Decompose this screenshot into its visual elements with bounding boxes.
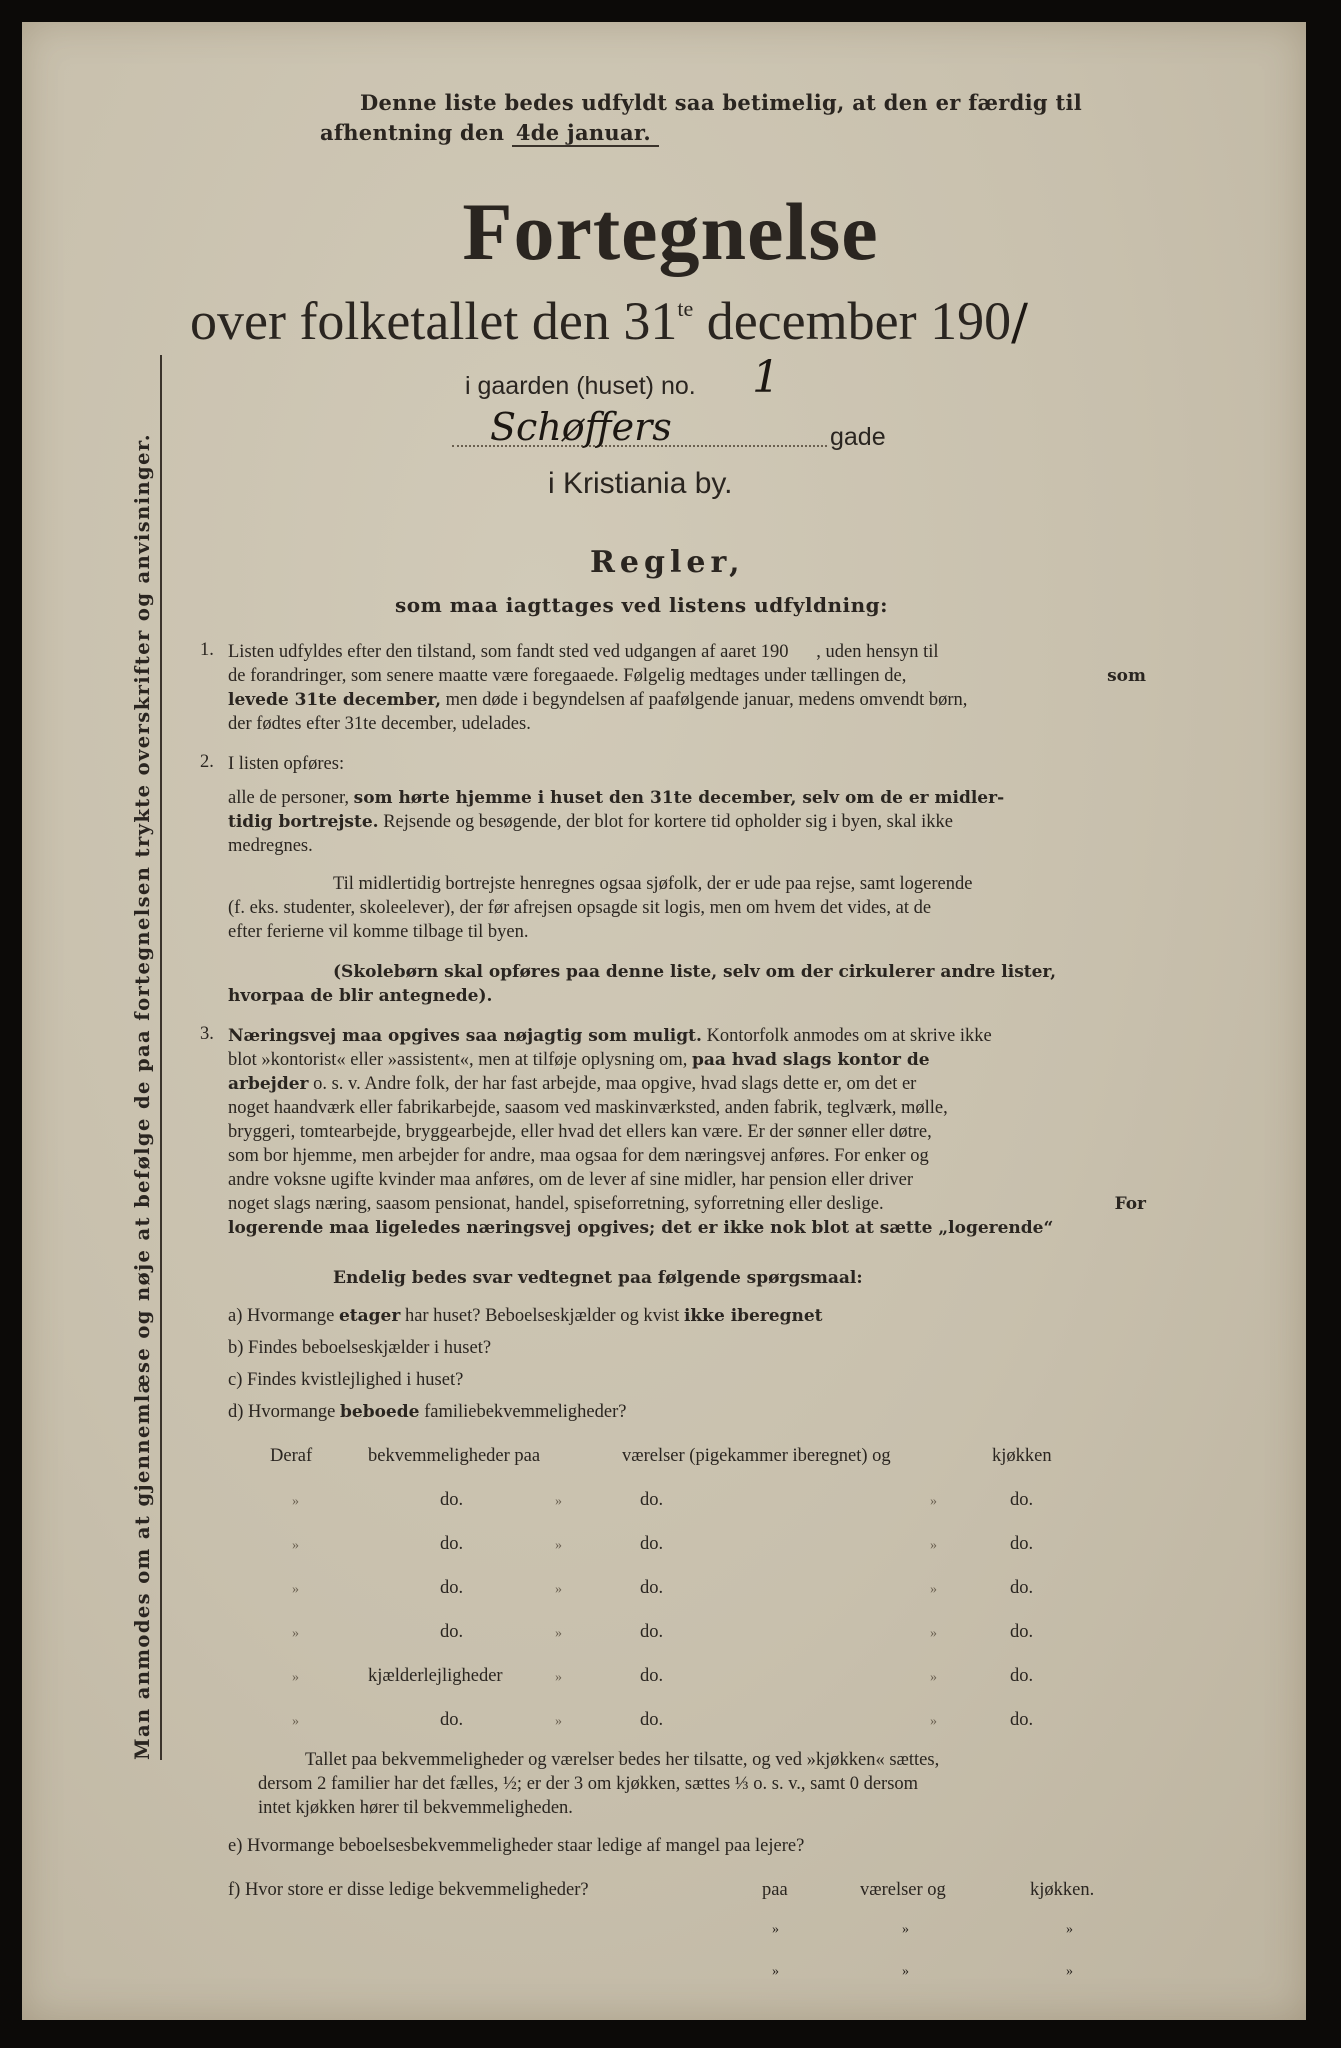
rule-3-line-2-text: blot »kontorist« eller »assistent«, men at tilføje oplysning om, xyxy=(228,1050,688,1070)
rule-1-line-2-bold: som xyxy=(1107,666,1146,686)
question-f-ditto: » xyxy=(1066,1964,1073,1979)
table-cell: do. xyxy=(1010,1622,1034,1642)
header-line-2 xyxy=(320,120,659,145)
handwritten-year-digit: / xyxy=(1011,293,1028,351)
table-cell: do. xyxy=(1010,1710,1034,1730)
rule-2-line-4: medregnes. xyxy=(228,836,313,856)
rule-2-line-2-bold: som hørte hjemme i huset den 31te december, selv om de er midler- xyxy=(353,788,1005,808)
question-f-vaerelser: værelser og xyxy=(860,1880,946,1900)
rule-1-line-3-text: men døde i begyndelsen af paafølgende januar, medens omvendt børn, xyxy=(445,690,968,710)
rule-1-number: 1. xyxy=(200,640,214,660)
table-ditto-mark: » xyxy=(930,1626,937,1641)
table-header-bekvemmeligheder: bekvemmeligheder paa xyxy=(368,1446,541,1466)
form-subtitle xyxy=(190,290,1028,352)
gaarden-label: i gaarden (huset) no. xyxy=(465,372,696,400)
table-ditto-mark: » xyxy=(292,1714,299,1729)
table-cell: do. xyxy=(640,1710,664,1730)
rule-2-line-2-text: alle de personer, xyxy=(228,788,349,808)
question-d-bold: beboede xyxy=(340,1402,420,1422)
subtitle-superscript: te xyxy=(677,296,694,321)
question-f-ditto: » xyxy=(772,1922,779,1937)
side-instruction-note: Man anmodes om at gjennemlæse og nøje at befølge de paa fortegnelsen trykte overskrifter og anvisninger. xyxy=(131,433,154,1760)
question-a-prefix: a) Hvormange xyxy=(228,1306,335,1326)
question-d xyxy=(228,1402,626,1423)
rule-3-line-4: noget haandværk eller fabrikarbejde, saasom ved maskinværksted, anden fabrik, teglværk, mølle, xyxy=(228,1098,948,1118)
rule-3-line-8-text: noget slags næring, saasom pensionat, handel, spiseforretning, syforretning eller deslige. xyxy=(228,1194,884,1214)
rule-1-line-4: der fødtes efter 31te december, udelades. xyxy=(228,714,531,734)
table-cell: do. xyxy=(1010,1666,1034,1686)
rule-2-line-7: efter ferierne vil komme tilbage til byen. xyxy=(228,922,529,942)
note-line-2: dersom 2 familier har det fælles, ½; er der 3 om kjøkken, sættes ⅓ o. s. v., samt 0 dersom xyxy=(258,1774,919,1794)
question-d-suffix: familiebekvemmeligheder? xyxy=(424,1402,627,1422)
question-a-bold-2: ikke iberegnet xyxy=(683,1306,823,1326)
rule-2-line-1: I listen opføres: xyxy=(228,754,345,774)
question-e: e) Hvormange beboelsesbekvemmeligheder staar ledige af mangel paa lejere? xyxy=(228,1836,805,1856)
rule-3-line-7: andre voksne ugifte kvinder maa anføres, om de lever af sine midler, har pension eller driver xyxy=(228,1170,914,1190)
table-cell: do. xyxy=(1010,1578,1034,1598)
street-suffix: gade xyxy=(830,423,886,451)
table-ditto-mark: » xyxy=(555,1538,562,1553)
rule-3-line-8-bold: For xyxy=(1114,1194,1146,1214)
table-cell: do. xyxy=(440,1622,464,1642)
rule-2-line-9-bold: hvorpaa de blir antegnede). xyxy=(228,986,493,1006)
table-header-vaerelser: værelser (pigekammer iberegnet) og xyxy=(622,1446,891,1466)
rule-2-line-5: Til midlertidig bortrejste henregnes ogsaa sjøfolk, der er ude paa rejse, samt logerende xyxy=(333,874,973,894)
table-cell: do. xyxy=(440,1490,464,1510)
question-f-paa: paa xyxy=(762,1880,788,1900)
question-f-kjokken: kjøkken. xyxy=(1030,1880,1095,1900)
question-f-ditto: » xyxy=(902,1964,909,1979)
table-ditto-mark: » xyxy=(292,1582,299,1597)
rule-1-line-2-text: de forandringer, som senere maatte være foregaaede. Følgelig medtages under tællingen de, xyxy=(228,666,907,686)
question-f-ditto: » xyxy=(902,1922,909,1937)
question-f-ditto: » xyxy=(772,1964,779,1979)
question-a-middle: har huset? Beboelseskjælder og kvist xyxy=(404,1306,680,1326)
city-line: i Kristiania by. xyxy=(548,467,733,500)
subtitle-part-2: december 190 xyxy=(693,291,1012,351)
question-c: c) Findes kvistlejlighed i huset? xyxy=(228,1370,464,1390)
table-ditto-mark: » xyxy=(555,1582,562,1597)
question-f-ditto: » xyxy=(1066,1922,1073,1937)
rule-2-line-8 xyxy=(333,960,1056,984)
rule-1-line-1: Listen udfyldes efter den tilstand, som fandt sted ved udgangen af aaret 190 , uden hensyn til xyxy=(228,642,939,662)
rule-3-line-3 xyxy=(228,1072,1146,1096)
question-d-prefix: d) Hvormange xyxy=(228,1402,336,1422)
gaarden-number-handwritten: 1 xyxy=(752,352,780,403)
question-a-bold-1: etager xyxy=(338,1306,401,1326)
rule-3-line-9 xyxy=(228,1216,1053,1240)
table-cell: do. xyxy=(640,1490,664,1510)
table-cell: do. xyxy=(1010,1490,1034,1510)
table-header-kjokken: kjøkken xyxy=(992,1446,1052,1466)
note-line-1: Tallet paa bekvemmeligheder og værelser bedes her tilsatte, og ved »kjøkken« sættes, xyxy=(305,1750,940,1770)
rule-3-line-3-text: o. s. v. Andre folk, der har fast arbejde, maa opgive, hvad slags dette er, om det er xyxy=(313,1074,917,1094)
rule-2-line-3 xyxy=(228,810,1146,834)
table-ditto-mark: » xyxy=(555,1670,562,1685)
table-ditto-mark: » xyxy=(292,1494,299,1509)
rule-3-line-9-bold: logerende maa ligeledes næringsvej opgives; det er ikke nok blot at sætte „logerende“ xyxy=(228,1218,1054,1238)
rule-2-line-9 xyxy=(228,984,492,1008)
table-cell: do. xyxy=(640,1666,664,1686)
table-ditto-mark: » xyxy=(555,1714,562,1729)
rule-2-line-8-bold: (Skolebørn skal opføres paa denne liste, selv om der cirkulerer andre lister, xyxy=(333,962,1057,982)
rule-3-line-8 xyxy=(228,1192,1146,1216)
header-line-2-prefix: afhentning den xyxy=(320,120,505,145)
table-header-deraf: Deraf xyxy=(270,1446,313,1466)
table-ditto-mark: » xyxy=(930,1582,937,1597)
table-cell: do. xyxy=(1010,1534,1034,1554)
table-cell: kjælderlejligheder xyxy=(368,1666,503,1686)
table-cell: do. xyxy=(640,1534,664,1554)
rule-2-line-6: (f. eks. studenter, skoleelever), der før afrejsen opsagde sit logis, men om hvem det vides, at de xyxy=(228,898,932,918)
rules-title: Regler, xyxy=(590,545,745,580)
table-cell: do. xyxy=(440,1534,464,1554)
street-name-handwritten: Schøffers xyxy=(490,405,672,449)
question-b: b) Findes beboelseskjælder i huset? xyxy=(228,1338,492,1358)
table-ditto-mark: » xyxy=(930,1670,937,1685)
rule-3-line-3-bold: arbejder xyxy=(228,1074,309,1094)
rule-2-line-3-text: Rejsende og besøgende, der blot for kortere tid opholder sig i byen, skal ikke xyxy=(383,812,953,832)
table-cell: do. xyxy=(440,1710,464,1730)
rule-1-line-3-bold: levede 31te december, xyxy=(228,690,442,710)
rule-3-line-6: som bor hjemme, men arbejder for andre, maa ogsaa for dem næringsvej anføres. For enker og xyxy=(228,1146,929,1166)
rule-2-line-3-bold: tidig bortrejste. xyxy=(228,812,379,832)
rule-3-line-2 xyxy=(228,1048,1146,1072)
table-ditto-mark: » xyxy=(555,1626,562,1641)
table-cell: do. xyxy=(640,1622,664,1642)
header-line-1: Denne liste bedes udfyldt saa betimelig, at den er færdig til xyxy=(360,90,1083,115)
rule-3-line-1-bold: Næringsvej maa opgives saa nøjagtig som muligt. xyxy=(228,1026,702,1046)
table-cell: do. xyxy=(640,1578,664,1598)
form-title: Fortegnelse xyxy=(462,186,879,277)
table-ditto-mark: » xyxy=(555,1494,562,1509)
header-deadline-date: 4de januar. xyxy=(512,120,659,147)
subtitle-part-1: over folketallet den 31 xyxy=(190,291,678,351)
question-f: f) Hvor store er disse ledige bekvemmeligheder? xyxy=(228,1880,589,1900)
rule-1-line-2 xyxy=(228,664,1146,688)
rules-subtitle: som maa iagttages ved listens udfyldning: xyxy=(395,593,889,617)
table-ditto-mark: » xyxy=(930,1714,937,1729)
note-line-3: intet kjøkken hører til bekvemmeligheden. xyxy=(258,1798,573,1818)
rule-3-line-2-bold: paa hvad slags kontor de xyxy=(692,1050,930,1070)
table-ditto-mark: » xyxy=(930,1538,937,1553)
side-note-rule xyxy=(160,355,162,1760)
table-ditto-mark: » xyxy=(930,1494,937,1509)
table-ditto-mark: » xyxy=(292,1670,299,1685)
rule-3-line-1-text: Kontorfolk anmodes om at skrive ikke xyxy=(706,1026,992,1046)
rule-1-line-3 xyxy=(228,688,1146,712)
table-cell: do. xyxy=(440,1578,464,1598)
table-ditto-mark: » xyxy=(292,1626,299,1641)
rule-3-line-1 xyxy=(228,1024,1146,1048)
rule-3-number: 3. xyxy=(200,1024,214,1044)
rule-3-line-5: bryggeri, tomtearbejde, bryggearbejde, eller hvad det ellers kan være. Er der sønner eller døtre, xyxy=(228,1122,932,1142)
rule-2-line-2 xyxy=(228,786,1146,810)
question-a xyxy=(228,1306,823,1327)
questions-intro xyxy=(333,1268,863,1289)
questions-intro-bold: Endelig bedes svar vedtegnet paa følgende spørgsmaal: xyxy=(333,1268,863,1288)
table-ditto-mark: » xyxy=(292,1538,299,1553)
rule-2-number: 2. xyxy=(200,752,214,772)
